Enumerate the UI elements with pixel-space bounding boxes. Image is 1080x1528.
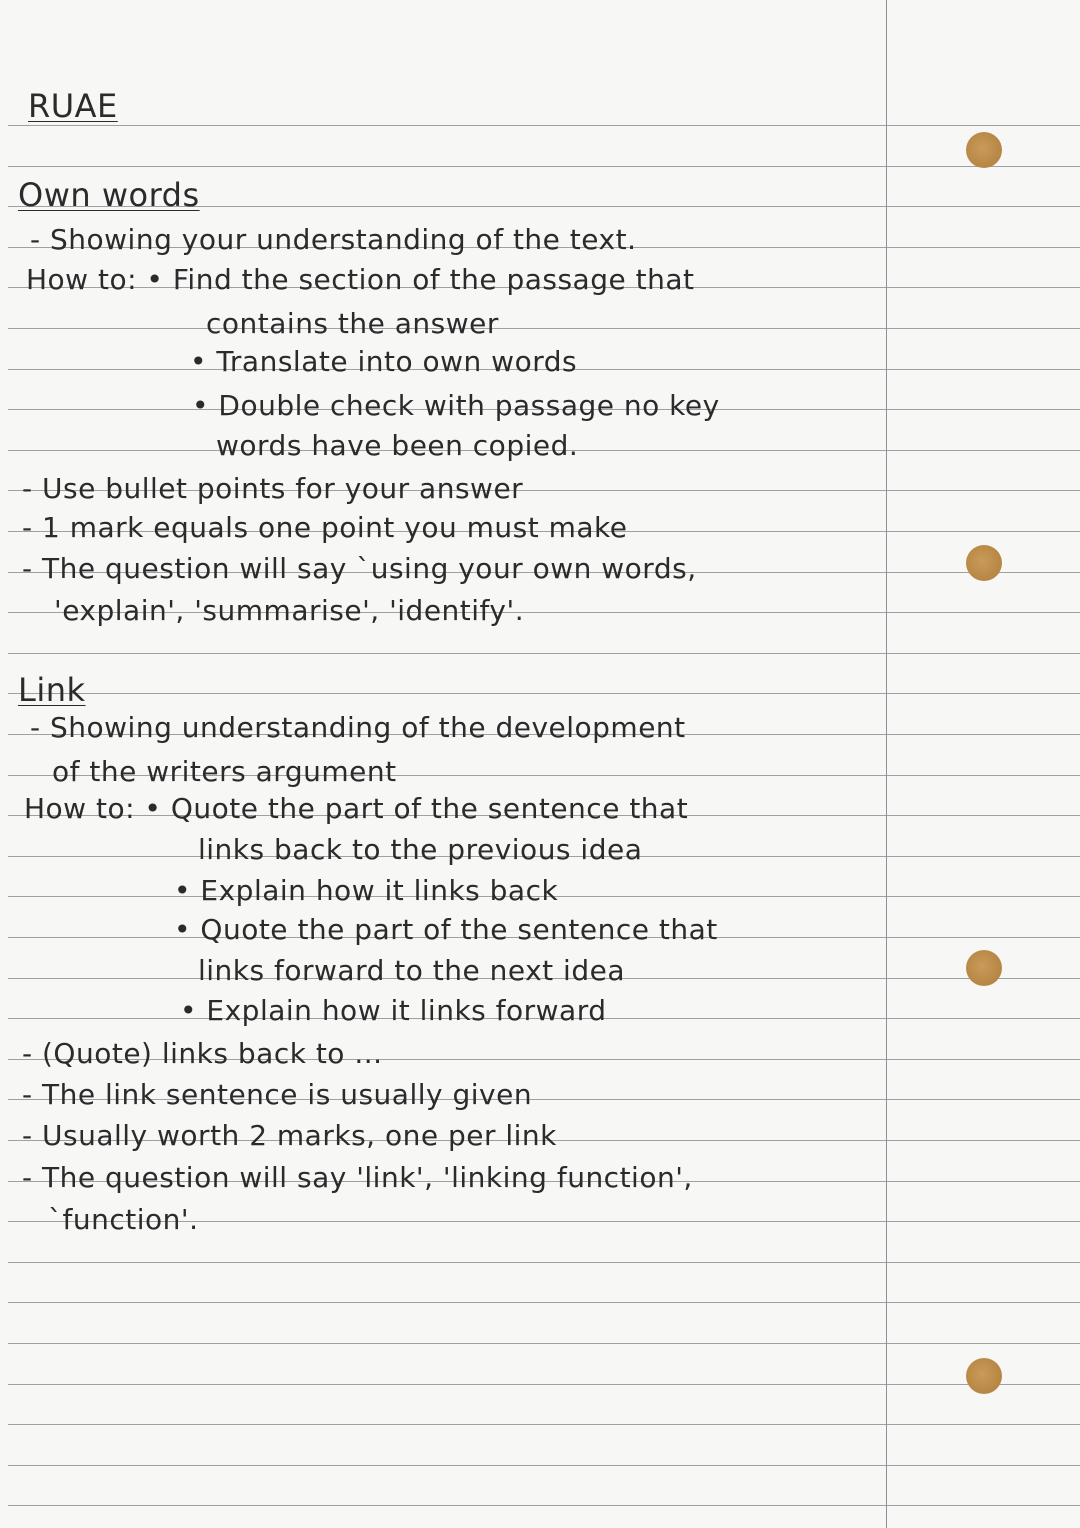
ruled-line (8, 1343, 1080, 1344)
ruled-line (8, 166, 1080, 167)
note-line: `function'. (48, 1203, 199, 1236)
note-line: • Explain how it links back (174, 874, 559, 907)
margin-line (886, 0, 887, 1528)
note-line: - (Quote) links back to ... (22, 1037, 383, 1070)
page-title: RUAE (28, 87, 118, 125)
ruled-line (8, 653, 1080, 654)
ruled-line (8, 1424, 1080, 1425)
ruled-line (8, 125, 1080, 126)
note-line: - Use bullet points for your answer (22, 472, 524, 505)
note-line: - The question will say `using your own words, (22, 552, 697, 585)
note-line: • Explain how it links forward (180, 994, 607, 1027)
note-line: • Quote the part of the sentence that (174, 913, 718, 946)
note-line: - Showing understanding of the development (30, 711, 686, 744)
note-line: - The link sentence is usually given (22, 1078, 533, 1111)
note-line: links back to the previous idea (198, 833, 643, 866)
note-line: • Double check with passage no key (192, 389, 720, 422)
note-line: - Showing your understanding of the text. (30, 223, 637, 256)
ruled-line (8, 1465, 1080, 1466)
section-heading-link: Link (18, 671, 86, 709)
note-line: of the writers argument (52, 755, 397, 788)
section-heading-own-words: Own words (18, 176, 200, 214)
punch-hole (966, 545, 1002, 581)
ruled-line (8, 1302, 1080, 1303)
note-line: How to: • Find the section of the passage that (26, 263, 695, 296)
note-line: - The question will say 'link', 'linking function', (22, 1161, 693, 1194)
note-line: - 1 mark equals one point you must make (22, 511, 628, 544)
note-line: How to: • Quote the part of the sentence that (24, 792, 689, 825)
ruled-line (8, 1262, 1080, 1263)
punch-hole (966, 1358, 1002, 1394)
note-line: 'explain', 'summarise', 'identify'. (54, 594, 525, 627)
note-line: links forward to the next idea (198, 954, 625, 987)
ruled-line (8, 693, 1080, 694)
note-line: - Usually worth 2 marks, one per link (22, 1119, 557, 1152)
ruled-line (8, 1505, 1080, 1506)
note-line: • Translate into own words (190, 345, 578, 378)
note-line: words have been copied. (216, 429, 579, 462)
note-line: contains the answer (206, 307, 499, 340)
ruled-line (8, 1384, 1080, 1385)
ruled-line (8, 328, 1080, 329)
punch-hole (966, 132, 1002, 168)
punch-hole (966, 950, 1002, 986)
